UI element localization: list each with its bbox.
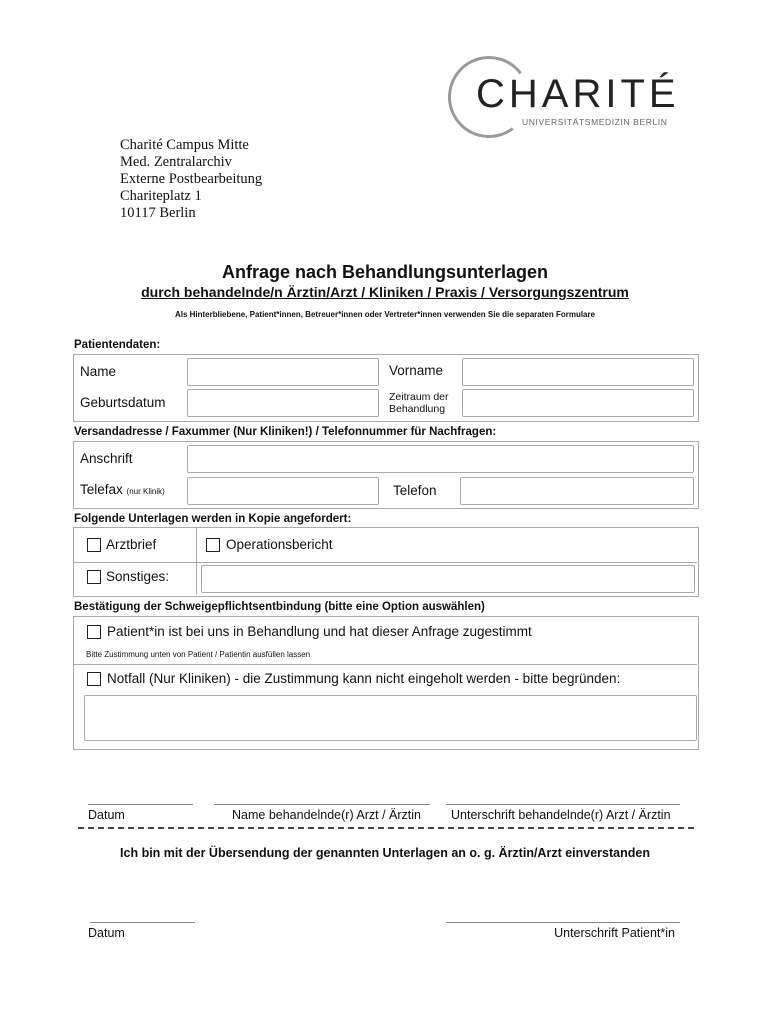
name-signature-line	[214, 804, 430, 805]
telefax-label	[80, 482, 165, 497]
contact-section-heading: Versandadresse / Faxummer (Nur Kliniken!) / Telefonnummer für Nachfragen:	[74, 426, 497, 438]
telefax-label-text: Telefax	[80, 482, 123, 497]
vorname-input[interactable]	[462, 358, 694, 386]
zeitraum-input[interactable]	[462, 389, 694, 417]
sonstiges-label: Sonstiges:	[106, 569, 170, 584]
address-line: 10117 Berlin	[120, 205, 196, 221]
sonstiges-checkbox[interactable]	[87, 570, 101, 584]
datum-signature-line	[88, 804, 193, 805]
notfall-reason-input[interactable]	[84, 695, 697, 741]
consent-row-divider	[74, 664, 697, 665]
vorname-label: Vorname	[389, 363, 444, 378]
arzt-unterschrift-label: Unterschrift behandelnde(r) Arzt / Ärztin	[451, 808, 671, 822]
operationsbericht-label: Operationsbericht	[226, 537, 333, 552]
charite-logo-wordmark: CHARITÉ	[476, 72, 680, 116]
notfall-checkbox[interactable]	[87, 672, 101, 686]
address-line: Med. Zentralarchiv	[120, 154, 232, 170]
form-note: Als Hinterbliebene, Patient*innen, Betreuer*innen oder Vertreter*innen verwenden Sie die separaten Formulare	[174, 310, 596, 319]
form-title: Anfrage nach Behandlungsunterlagen	[221, 262, 549, 282]
zeitraum-label-line2: Behandlung	[389, 403, 446, 415]
patient-unterschrift-label: Unterschrift Patient*in	[554, 926, 675, 940]
patient-section-heading: Patientendaten:	[74, 339, 161, 351]
charite-logo-subtitle: UNIVERSITÄTSMEDIZIN BERLIN	[522, 117, 668, 127]
operationsbericht-checkbox[interactable]	[206, 538, 220, 552]
patient-consent-note: Bitte Zustimmung unten von Patient / Patientin ausfüllen lassen	[86, 650, 311, 659]
address-line: Externe Postbearbeitung	[120, 171, 263, 187]
patient-datum-label: Datum	[88, 926, 125, 940]
geburtsdatum-label: Geburtsdatum	[80, 395, 166, 410]
name-label: Name	[80, 364, 117, 379]
datum-label: Datum	[88, 808, 125, 822]
sonstiges-input[interactable]	[201, 565, 695, 593]
consent-statement: Ich bin mit der Übersendung der genannten Unterlagen an o. g. Ärztin/Arzt einverstanden	[120, 846, 650, 860]
telefax-input[interactable]	[187, 477, 379, 505]
anschrift-label: Anschrift	[80, 451, 133, 466]
arztbrief-checkbox[interactable]	[87, 538, 101, 552]
telefon-label: Telefon	[393, 483, 437, 498]
address-line: Chariteplatz 1	[120, 188, 202, 204]
recipient-address	[120, 137, 262, 222]
name-input[interactable]	[187, 358, 379, 386]
cut-line	[78, 827, 694, 829]
notfall-label: Notfall (Nur Kliniken) - die Zustimmung kann nicht eingeholt werden - bitte begründen:	[107, 671, 621, 686]
anschrift-input[interactable]	[187, 445, 694, 473]
patient-unterschrift-signature-line	[446, 922, 680, 923]
consent-section-heading: Bestätigung der Schweigepflichtsentbindung (bitte eine Option auswählen)	[74, 601, 485, 613]
patient-consent-checkbox[interactable]	[87, 625, 101, 639]
documents-row-divider	[74, 562, 697, 563]
arztbrief-label: Arztbrief	[106, 537, 157, 552]
address-line: Charité Campus Mitte	[120, 137, 249, 153]
form-subtitle: durch behandelnde/n Ärztin/Arzt / Kliniken / Praxis / Versorgungszentrum	[141, 284, 629, 300]
telefax-label-note: (nur Klinik)	[126, 487, 165, 496]
telefon-input[interactable]	[460, 477, 694, 505]
geburtsdatum-input[interactable]	[187, 389, 379, 417]
arzt-name-label: Name behandelnde(r) Arzt / Ärztin	[232, 808, 421, 822]
documents-section-heading: Folgende Unterlagen werden in Kopie angefordert:	[74, 513, 352, 525]
zeitraum-label	[389, 391, 449, 415]
unterschrift-signature-line	[446, 804, 680, 805]
patient-consent-label: Patient*in ist bei uns in Behandlung und hat dieser Anfrage zugestimmt	[107, 624, 532, 639]
zeitraum-label-line1: Zeitraum der	[389, 391, 449, 403]
patient-datum-signature-line	[90, 922, 195, 923]
